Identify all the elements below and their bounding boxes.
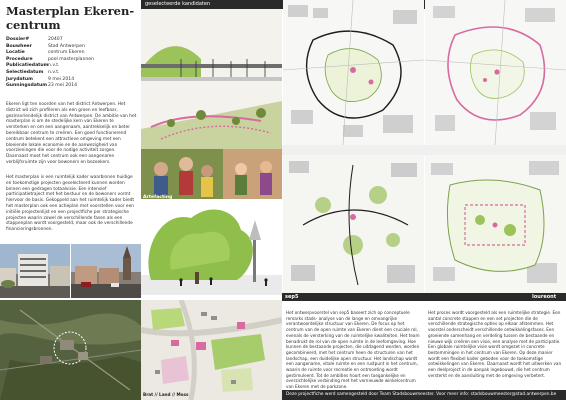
apartment-building-photo (0, 244, 70, 298)
team-name-right: Ioureont (532, 294, 557, 300)
plan-map-1 (283, 0, 424, 145)
plan-map-2 (425, 0, 566, 145)
meta-row (6, 37, 138, 44)
team-name-left: sep5 (285, 294, 299, 300)
meta-key: Dossier# (6, 37, 30, 42)
participation-caption: Artefacting (143, 195, 173, 200)
land-use-caption: Brat // Land // Moss (143, 392, 189, 397)
meta-key: Selectiedatum (6, 69, 44, 75)
meta-row (6, 70, 138, 77)
team-description-left: Het ontwerpvoorstel van sep5 baseert zich op conceptuele remarks stads- analyse van de lange en omvangrijke verantwoordelijke structuur van Ekeren. De focus op het centrum van de open ruimte van Ekeren dient een cruciale rol, evenals de versterking van de ruimtelijke kwaliteiten. Het team benadrukt de rol van de open ruimte in de leefomgeving. Hoe kunnen de bestaande projecten, die uitdagend worden, worden gecombineerd, met het centrum heen de structuren van het landschap, een duidelijke open structuur. Het landschap wordt een aangename, vitale ruimte en een rustpunt in het centrum, waarin de ruimte voor recreatie en ontmoeting wordt gestimuleerd. Tot de ambities hoort een toegankelijke en overzichtelijke verbinding met het vernieuwde winkelcentrum van Ekeren met de parkzone. (286, 310, 420, 390)
meta-key: Publicatiedatum (6, 63, 49, 69)
separator-band (282, 145, 566, 155)
meta-value: 9 mei 2014 (48, 76, 75, 82)
meta-key: Jurydatum (6, 76, 33, 82)
church-street-photo (71, 244, 141, 298)
project-title: Masterplan Ekeren-centrum (6, 4, 135, 32)
meta-value: Stad Antwerpen (48, 43, 85, 49)
meta-value: n.v.t. (48, 69, 60, 75)
tree-rendering (141, 200, 282, 295)
team-description-right: Het proces wordt voorgesteld als een ruimtelijke strategie. Een aantal concrete stappen en een set projecten die de verschillende strategische opties op elkaar afstemmen. Het voorstel onderscheidt verschillende ontwikkelingsfases. Een groeiende samenhang en verdeling tussen de bestaande en nieuwe wijk creëren een visie, een analyse met de participatie. Een globale ruimtelijke visie wordt omgezet in concrete bestemmingen in het centrum van Ekeren. Op deze manier wordt een flexibel kader geboden voor de toekomstige ontwikkelingen van Ekeren. Daarnaast wordt het uitwerken van een deelproject in de aanpak ingebouwd, die het centrum versterkt en de aansluiting met de omgeving verbetert. (428, 310, 562, 378)
intro-paragraph: Ekeren ligt ten noorden van het district Antwerpen. Het district wil zich profileren als een groen en leefbaar, gezinsvriendelijk district van Antwerpen. De ambitie van het masterplan is om de stedelijke kern van Ekeren te versterken en om een aangenaam, aantrekkelijk en beter bereikbaar centrum te creëren. Een goed functionerend centrum betekent een attractieve omgeving met een bloeiende lokale economie en de aanwezigheid van voorzieningen die voor de nodige activiteit zorgen. Daarnaast moet het centrum ook een aangename verblijfsruimte zijn voor bewoners en bezoekers. (6, 102, 137, 165)
aerial-photo (0, 300, 141, 400)
selected-candidates-label: geselecteerde kandidaten (145, 1, 211, 7)
visualization-collage (141, 9, 282, 199)
team-band (282, 293, 566, 301)
meta-row (6, 83, 138, 90)
meta-key: Procedure (6, 56, 33, 62)
meta-value: 20407 (48, 37, 63, 42)
meta-value: 23 mei 2014 (48, 83, 78, 89)
plan-map-3 (283, 155, 424, 293)
context-paragraph: Het masterplan is een ruimtelijk kader waarbinnen huidige en toekomstige projecten geselecteerd kunnen worden binnen een gedragen totaalvisie. Een intensief participatietraject met het bestuur en de bewoners vormt hiervoor de basis. Gekoppeld aan het ruimtelijk kader biedt het masterplan ook een actieplan met voorstellen voor een initiële projectenlijst en een projectfiche per strategische projecten waarin zowel de verschillende fasen als een stappenplan wordt voorgesteld, maar ook de verschillende financieringsbronnen. (6, 175, 135, 233)
meta-row (6, 50, 138, 57)
footer-text: Deze projectfiche werd samengesteld door Team Stadsbouwmeester. Voor meer info: stadsbouwmeester@stad.antwerpen.be (286, 391, 557, 397)
meta-key: Bouwheer (6, 43, 32, 49)
project-metadata (6, 37, 138, 90)
meta-key: Gunningsdatum (6, 83, 48, 89)
meta-value: pool masterplannen (48, 56, 95, 62)
meta-key: Locatie (6, 50, 25, 56)
meta-row (6, 63, 138, 70)
land-use-map (141, 300, 282, 400)
meta-value: centrum Ekeren (48, 50, 85, 56)
plan-map-4 (425, 155, 566, 293)
meta-value: n.v.t. (48, 63, 60, 69)
